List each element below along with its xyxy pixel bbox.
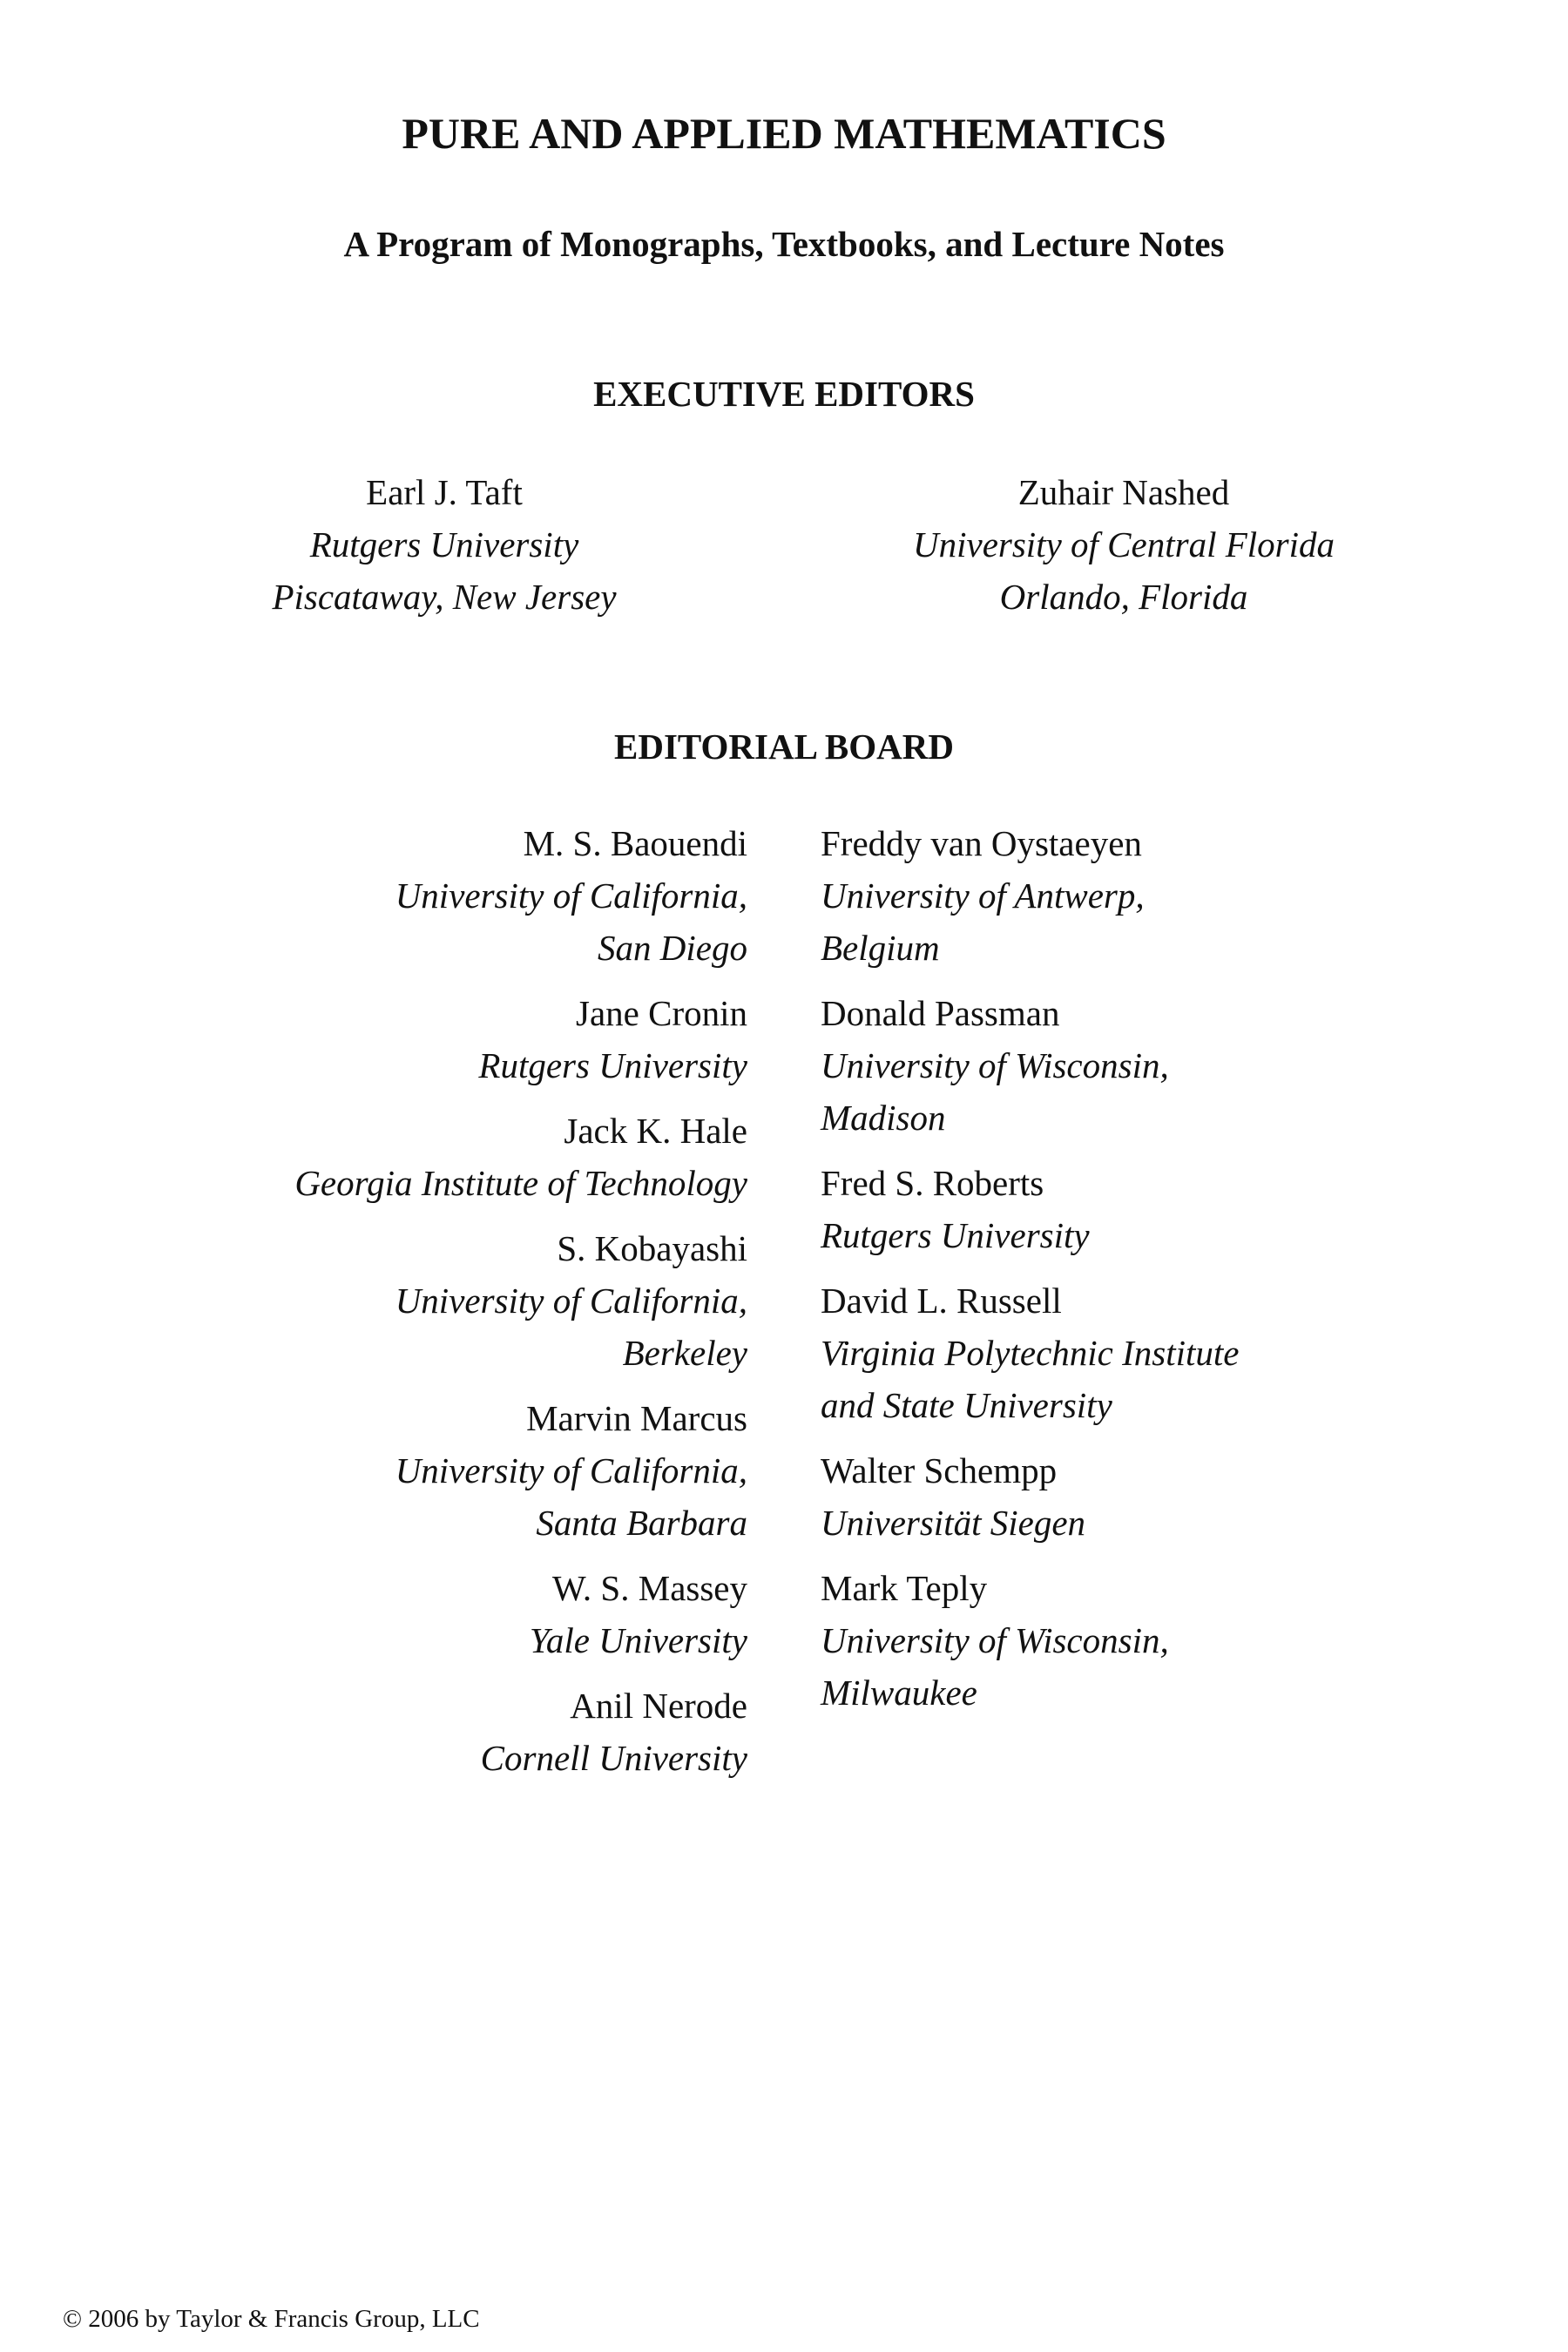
- member-name: Mark Teply: [821, 1568, 988, 1608]
- member-affiliation: Georgia Institute of Technology: [294, 1163, 747, 1203]
- member-affiliation: Berkeley: [622, 1333, 747, 1373]
- editor-location: Piscataway, New Jersey: [272, 577, 617, 617]
- board-member: [821, 817, 1430, 974]
- member-name: M. S. Baouendi: [523, 823, 747, 863]
- member-name: W. S. Massey: [552, 1568, 747, 1608]
- board-member: [174, 1562, 747, 1666]
- member-affiliation: University of California,: [395, 875, 747, 916]
- board-member: [174, 817, 747, 974]
- executive-editors-heading: EXECUTIVE EDITORS: [593, 374, 975, 414]
- member-name: David L. Russell: [821, 1281, 1062, 1321]
- member-name: Walter Schempp: [821, 1450, 1058, 1490]
- editor-affiliation: University of Central Florida: [913, 524, 1335, 564]
- member-affiliation: Yale University: [529, 1620, 747, 1660]
- editorial-board-left-column: [174, 817, 747, 1797]
- series-title: PURE AND APPLIED MATHEMATICS: [402, 109, 1166, 158]
- member-affiliation: University of Wisconsin,: [821, 1045, 1169, 1085]
- member-affiliation: Universität Siegen: [821, 1503, 1086, 1543]
- board-member: [174, 1680, 747, 1784]
- member-name: S. Kobayashi: [557, 1228, 747, 1268]
- member-name: Anil Nerode: [570, 1686, 747, 1726]
- editor-location: Orlando, Florida: [999, 577, 1248, 617]
- editor-affiliation: Rutgers University: [309, 524, 579, 564]
- editorial-board-right-column: [821, 817, 1430, 1732]
- member-name: Marvin Marcus: [526, 1398, 747, 1438]
- member-name: Fred S. Roberts: [821, 1163, 1044, 1203]
- member-affiliation: Rutgers University: [821, 1215, 1090, 1255]
- editor-name: Earl J. Taft: [366, 472, 523, 512]
- member-affiliation: Virginia Polytechnic Institute: [821, 1333, 1240, 1373]
- member-affiliation: University of Wisconsin,: [821, 1620, 1169, 1660]
- member-affiliation: University of California,: [395, 1281, 747, 1321]
- board-member: [821, 987, 1430, 1144]
- board-member: [821, 1157, 1430, 1261]
- series-subtitle: A Program of Monographs, Textbooks, and Lecture Notes: [343, 224, 1225, 264]
- member-affiliation: San Diego: [598, 928, 747, 968]
- member-affiliation: Rutgers University: [478, 1045, 747, 1085]
- editor-name: Zuhair Nashed: [1017, 472, 1230, 512]
- member-affiliation: University of California,: [395, 1450, 747, 1490]
- executive-editor: [819, 466, 1429, 623]
- editorial-board-heading: EDITORIAL BOARD: [614, 727, 954, 767]
- board-member: [821, 1274, 1430, 1431]
- copyright-notice: © 2006 by Taylor & Francis Group, LLC: [63, 2305, 480, 2333]
- executive-editor: [139, 466, 749, 623]
- member-name: Donald Passman: [821, 993, 1060, 1033]
- member-affiliation: Milwaukee: [821, 1673, 977, 1713]
- member-affiliation: and State University: [821, 1385, 1112, 1425]
- member-affiliation: Belgium: [821, 928, 940, 968]
- board-member: [174, 1105, 747, 1209]
- board-member: [821, 1562, 1430, 1719]
- member-name: Freddy van Oystaeyen: [821, 823, 1142, 863]
- member-name: Jane Cronin: [576, 993, 747, 1033]
- board-member: [174, 1392, 747, 1549]
- member-affiliation: Santa Barbara: [536, 1503, 747, 1543]
- member-affiliation: University of Antwerp,: [821, 875, 1145, 916]
- board-member: [821, 1444, 1430, 1549]
- board-member: [174, 987, 747, 1092]
- member-affiliation: Madison: [821, 1098, 946, 1138]
- board-member: [174, 1222, 747, 1379]
- member-affiliation: Cornell University: [480, 1738, 747, 1778]
- member-name: Jack K. Hale: [564, 1111, 747, 1151]
